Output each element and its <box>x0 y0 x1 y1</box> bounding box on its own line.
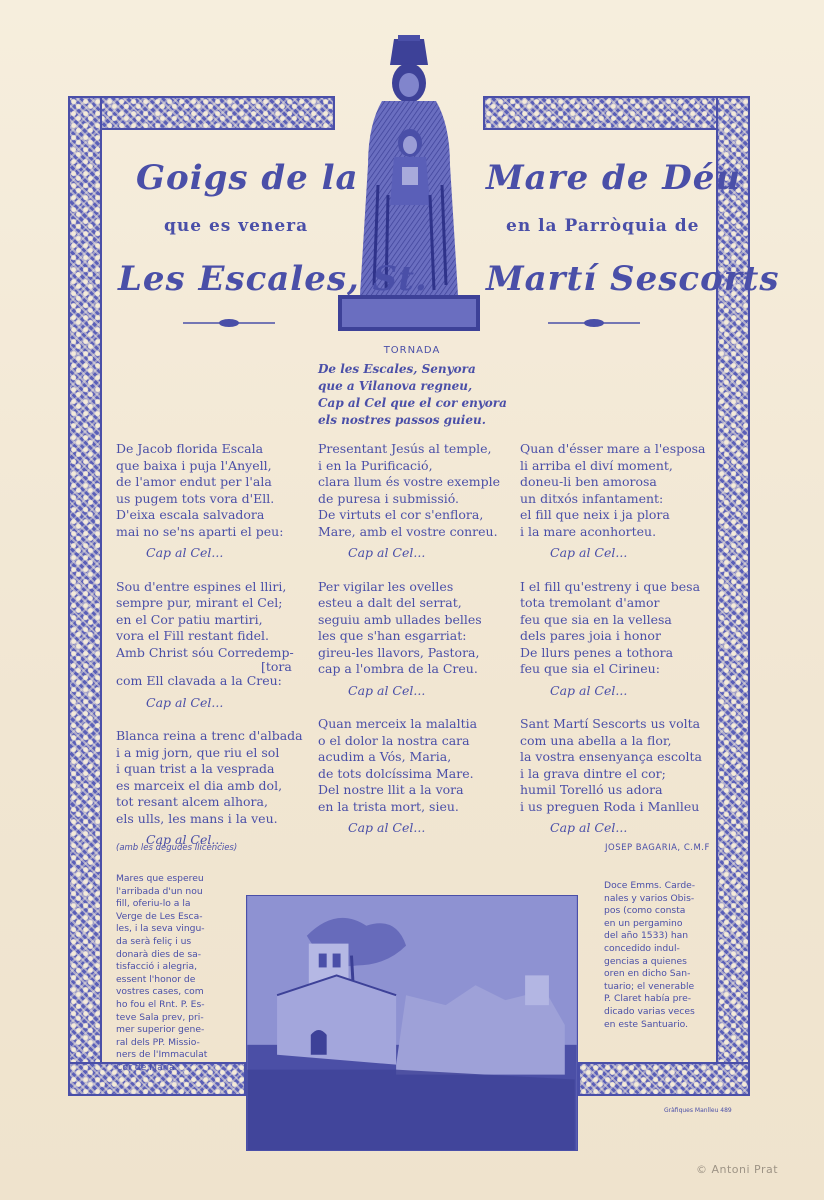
verse-line: humil Torelló us adora <box>520 782 663 797</box>
author-credit: JOSEP BAGARIA, C.M.F <box>605 843 710 853</box>
note-line: Cor de Maria. <box>116 1061 178 1073</box>
border-left <box>68 96 102 1096</box>
verse-line: seguiu amb ullades belles <box>318 611 482 627</box>
stanza <box>116 579 316 690</box>
ornament-right <box>548 318 640 328</box>
verse-line: clara llum és vostre exemple <box>318 474 500 489</box>
verse-line: De Jacob florida Escala <box>116 441 264 456</box>
note-line: concedido indul- <box>604 942 680 954</box>
refrain: Cap al Cel... <box>348 820 426 835</box>
note-left <box>116 873 207 1075</box>
verse-line: la vostra ensenyança escolta <box>520 749 702 764</box>
verse-line: feu que sia en la vellesa <box>520 611 672 627</box>
title-line1-left: Goigs de la <box>136 158 359 198</box>
note-line: del año 1533) han <box>604 930 689 942</box>
verse-line: i en la Purificació, <box>318 457 433 473</box>
note-line: gencias a quienes <box>604 955 687 967</box>
note-line: da serà feliç i us <box>116 935 192 947</box>
stanza <box>116 728 316 827</box>
verse-line: i a mig jorn, que riu el sol <box>116 744 280 760</box>
printer-credit: Gràfiques Manlleu 489 <box>664 1107 732 1114</box>
note-line: l'arribada d'un nou <box>116 885 203 897</box>
note-line: donarà dies de sa- <box>116 948 202 960</box>
title-line2-left: que es venera <box>164 216 309 236</box>
verse-line: Del nostre llit a la vora <box>318 782 464 797</box>
verse-line: Quan merceix la malaltia <box>318 716 478 731</box>
licence-note: (amb les degudes llicències) <box>116 843 238 853</box>
note-line: ners de l'Immaculat <box>116 1049 208 1061</box>
verse-line: Sant Martí Sescorts us volta <box>520 716 701 731</box>
verse-line: vora el Fill restant fidel. <box>116 628 270 643</box>
note-line: tuario; el venerable <box>604 980 695 992</box>
note-line: Verge de Les Esca- <box>116 910 203 922</box>
stanza <box>520 716 720 815</box>
verse-line: us pugem tots vora d'Ell. <box>116 490 275 506</box>
note-line: Doce Emms. Carde- <box>604 880 696 891</box>
tornada-line: Cap al Cel que el cor enyora <box>318 396 507 410</box>
tornada-heading: TORNADA <box>383 345 441 356</box>
refrain: Cap al Cel... <box>146 832 224 847</box>
note-line: tisfacció i alegria, <box>116 961 198 973</box>
verse-line: de l'amor endut per l'ala <box>116 474 272 489</box>
verse-line: un ditxós infantament: <box>520 490 664 506</box>
note-line: en este Santuario. <box>604 1018 689 1030</box>
verse-line: cap a l'ombra de la Creu. <box>318 661 478 676</box>
note-line: fill, oferiu-lo a la <box>116 898 191 910</box>
title-line2-right: en la Parròquia de <box>506 216 700 236</box>
verse-line: i us preguen Roda i Manlleu <box>520 798 700 814</box>
refrain: Cap al Cel... <box>550 820 628 835</box>
title-line3-right: Martí Sescorts <box>486 259 780 299</box>
stanza-column-3 <box>520 441 720 854</box>
tornada-line: que a Vilanova regneu, <box>318 379 473 393</box>
verse-line: tot resant alcem alhora, <box>116 794 268 809</box>
verse-line: de puresa i submissió. <box>318 490 460 506</box>
verse-line: i la mare aconhorteu. <box>520 523 657 539</box>
note-line: en un pergamino <box>604 917 683 929</box>
verse-line: I el fill qu'estreny i que besa <box>520 578 701 594</box>
verse-line: Amb Christ sóu Corredemp- <box>116 644 294 660</box>
verse-line: els ulls, les mans i la veu. <box>116 810 278 826</box>
verse-line: Per vigilar les ovelles <box>318 578 454 594</box>
title-line1-right: Mare de Déu <box>486 158 742 198</box>
verse-line: com una abella a la flor, <box>520 732 672 748</box>
stanza <box>520 441 720 540</box>
verse-line: De virtuts el cor s'enflora, <box>318 507 484 522</box>
refrain: Cap al Cel... <box>550 682 628 698</box>
verse-line: en el Cor patiu martiri, <box>116 611 263 627</box>
note-line: teve Sala prev, pri- <box>116 1011 204 1023</box>
stanza <box>318 579 518 678</box>
stanza <box>318 441 518 540</box>
church-photograph <box>246 895 578 1151</box>
verse-line: o el dolor la nostra cara <box>318 732 470 748</box>
note-line: mer superior gene- <box>116 1024 205 1036</box>
verse-line: i la grava dintre el cor; <box>520 765 666 781</box>
note-line: essent l'honor de <box>116 973 196 985</box>
verse-line: les que s'han esgarriat: <box>318 628 467 643</box>
note-line: Mares que espereu <box>116 873 204 884</box>
verse-line: D'eixa escala salvadora <box>116 507 265 522</box>
note-line: nales y varios Obis- <box>604 892 695 904</box>
verse-line: que baixa i puja l'Anyell, <box>116 457 272 473</box>
refrain: Cap al Cel... <box>550 545 628 560</box>
note-line: ho fou el Rnt. P. Es- <box>116 998 205 1010</box>
verse-continuation: [tora <box>261 659 292 674</box>
border-right <box>716 96 750 1096</box>
tornada-text <box>318 361 548 429</box>
note-line: vostres cases, com <box>116 986 204 998</box>
verse-line: Blanca reina a trenc d'albada <box>116 728 303 743</box>
note-line: P. Claret había pre- <box>604 993 692 1005</box>
copyright-watermark: © Antoni Prat <box>696 1163 779 1176</box>
border-top-left <box>68 96 335 130</box>
verse-line: Mare, amb el vostre conreu. <box>318 523 498 539</box>
verse-line: acudim a Vós, Maria, <box>318 749 452 764</box>
refrain: Cap al Cel... <box>146 545 224 560</box>
verse-line: de tots dolcíssima Mare. <box>318 765 474 781</box>
verse-line: Sou d'entre espines el lliri, <box>116 578 287 594</box>
border-bottom-right <box>578 1062 750 1096</box>
verse-line: feu que sia el Cirineu: <box>520 661 660 676</box>
verse-line: sempre pur, mirant el Cel; <box>116 595 283 610</box>
note-line: dicado varias veces <box>604 1005 695 1017</box>
verse-line: i quan trist a la vesprada <box>116 761 275 776</box>
note-line: ral dels PP. Missio- <box>116 1036 200 1048</box>
stanza-column-2 <box>318 441 518 854</box>
verse-line: com Ell clavada a la Creu: <box>116 673 282 688</box>
verse-line: el fill que neix i ja plora <box>520 507 670 522</box>
title-line3-left: Les Escales, St. <box>118 259 428 299</box>
verse-line: esteu a dalt del serrat, <box>318 595 462 610</box>
verse-line: Presentant Jesús al temple, <box>318 441 492 456</box>
verse-line: mai no se'ns aparti el peu: <box>116 523 284 539</box>
verse-line: en la trista mort, sieu. <box>318 798 459 814</box>
stanza <box>318 716 518 815</box>
verse-line: li arriba el diví moment, <box>520 457 673 473</box>
verse-line: dels pares joia i honor <box>520 628 661 643</box>
verse-line: doneu-li ben amorosa <box>520 474 657 489</box>
note-right <box>604 880 695 1031</box>
verse-line: tota tremolant d'amor <box>520 595 660 610</box>
stanza-column-1 <box>116 441 316 866</box>
refrain: Cap al Cel... <box>348 682 426 698</box>
tornada-line: De les Escales, Senyora <box>318 362 476 376</box>
note-line: pos (como consta <box>604 905 686 917</box>
border-top-right <box>483 96 750 130</box>
refrain: Cap al Cel... <box>146 694 224 710</box>
stanza <box>520 579 720 678</box>
note-line: oren en dicho San- <box>604 968 691 980</box>
verse-line: Quan d'ésser mare a l'esposa <box>520 441 706 456</box>
refrain: Cap al Cel... <box>348 545 426 560</box>
verse-line: De llurs penes a tothora <box>520 644 674 660</box>
tornada-line: els nostres passos guieu. <box>318 413 486 427</box>
verse-line: gireu-les llavors, Pastora, <box>318 644 480 660</box>
verse-line: es marceix el dia amb dol, <box>116 777 283 793</box>
note-line: les, i la seva vingu- <box>116 923 205 935</box>
ornament-left <box>183 318 275 328</box>
stanza <box>116 441 316 540</box>
